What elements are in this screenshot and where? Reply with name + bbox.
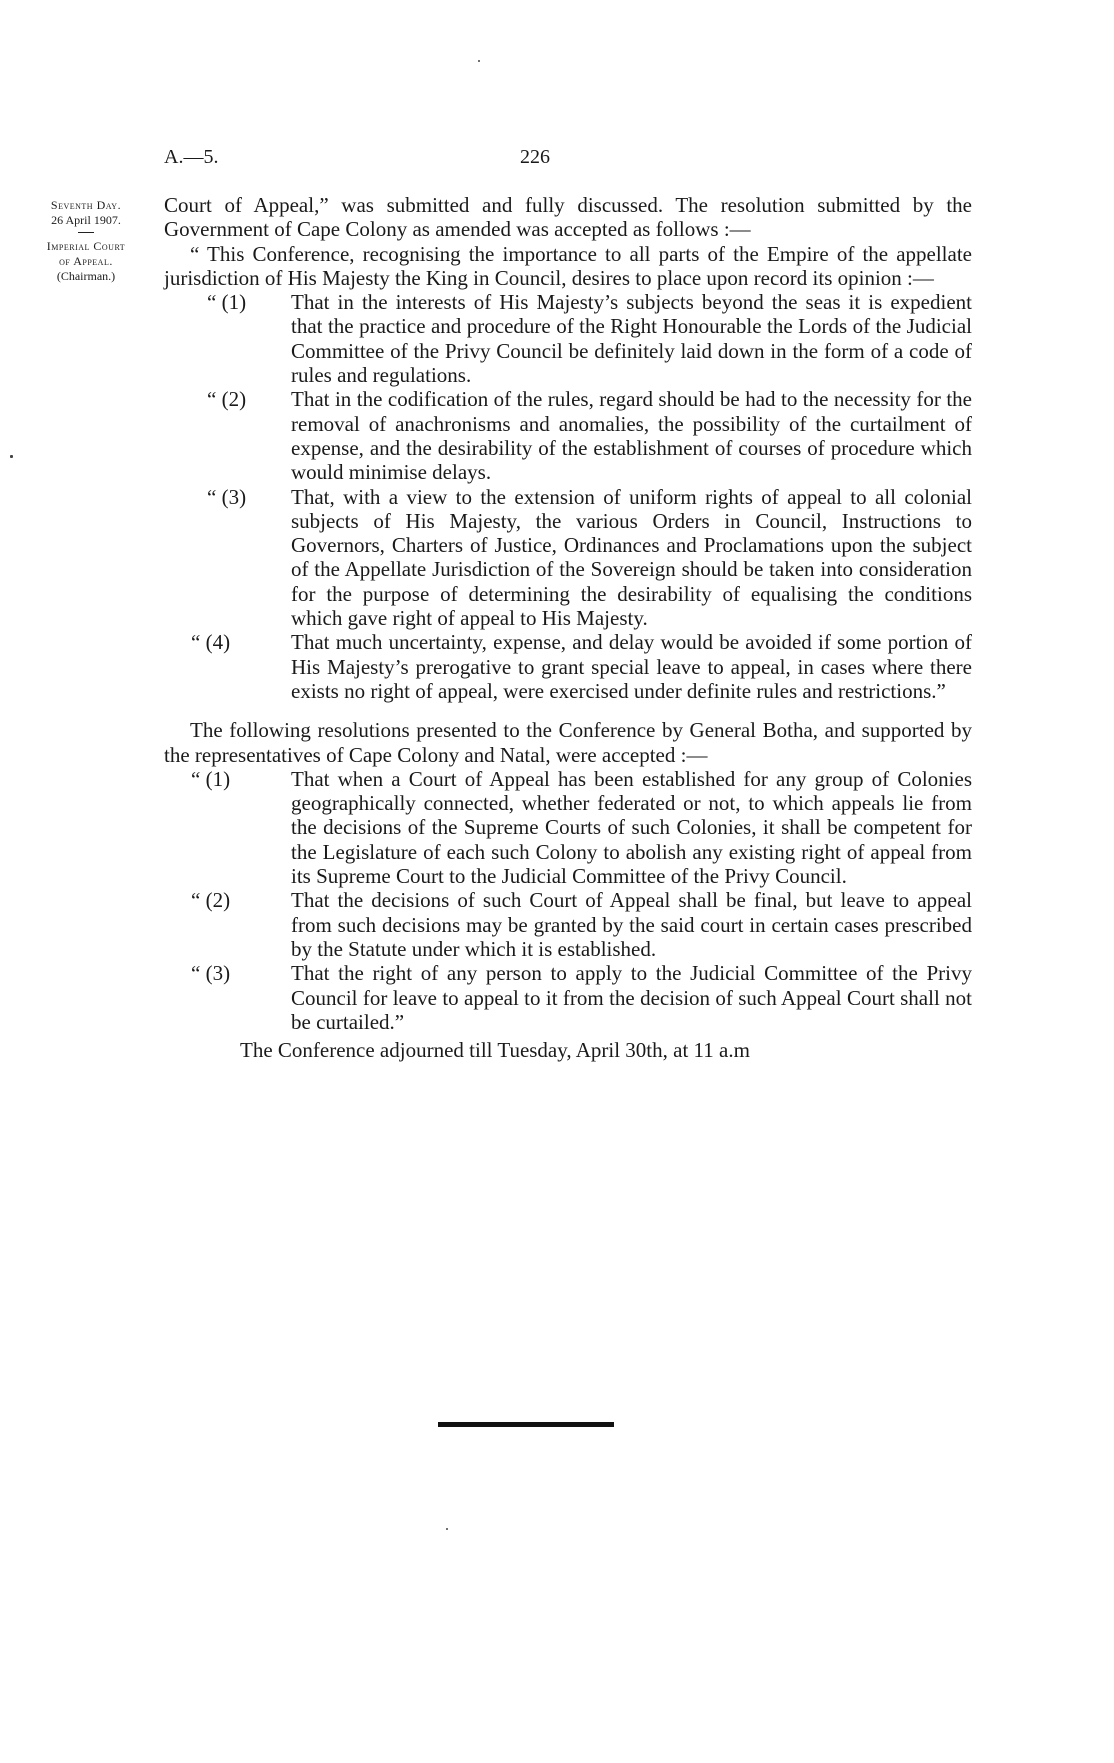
resolution-text: That the decisions of such Court of Appeal shall be final, but leave to appeal from such decisions may be granted by the said court in certain cases prescribed by the Statute under which it is established.: [291, 888, 972, 961]
resolution-text: That in the interests of His Majesty’s subjects beyond the seas it is expedient that the practice and procedure of the Right Honourable the Lords of the Judicial Committee of the Privy Council be definitely laid down in the form of a code of rules and regulations.: [291, 290, 972, 388]
margin-note: [22, 198, 150, 284]
margin-subject-line-1: Imperial Court: [46, 239, 126, 253]
resolution-text: That when a Court of Appeal has been established for any group of Colonies geographically connected, whether federated or not, to which appeals lie from the decisions of the Supreme Courts of such Colonies, it shall be competent for the Legislature of each such Colony to abolish any existing right of appeal from its Supreme Court to the Judicial Committee of the Privy Council.: [291, 766, 972, 889]
resolution-number: “ (2): [207, 387, 247, 412]
resolution-number: “ (1): [207, 290, 247, 315]
margin-day: Seventh Day.: [50, 198, 122, 212]
resolution-b-1: [164, 767, 972, 888]
resolution-number: “ (4): [191, 630, 231, 655]
resolution-b-3: [164, 961, 972, 1034]
resolution-a-4: [164, 630, 972, 703]
resolution-number: “ (3): [207, 484, 247, 509]
resolution-number: “ (2): [191, 888, 231, 913]
margin-date: 26 April 1907.: [51, 213, 121, 227]
margin-subject-line-2: of Appeal.: [59, 254, 113, 268]
intro-paragraph: Court of Appeal,” was submitted and fully discussed. The resolution submitted by the Government of Cape Colony as amended was accepted as follows :—: [164, 193, 972, 242]
body-text: [164, 193, 972, 1062]
margin-rule: [78, 232, 94, 233]
resolution-text: That, with a view to the extension of uniform rights of appeal to all colonial subjects of His Majesty, the various Orders in Council, Instructions to Governors, Charters of Justice, Ordinances and Proclamations upon the subject of the Appellate Jurisdiction of the Sovereign should be taken into consideration for the purpose of determining the desirability of equalising the conditions which gave right of appeal to His Majesty.: [291, 484, 972, 631]
resolution-a-2: [164, 387, 972, 484]
resolution-text: That much uncertainty, expense, and delay would be avoided if some portion of His Majesty’s prerogative to grant special leave to appeal, in cases where there exists no right of appeal, were exercised under definite rules and restrictions.”: [291, 630, 972, 703]
closing-line: The Conference adjourned till Tuesday, April 30th, at 11 a.m: [240, 1038, 750, 1063]
resolution-text: That the right of any person to apply to the Judicial Committee of the Privy Council for leave to appeal to it from the decision of such Appeal Court shall not be curtailed.”: [291, 961, 972, 1034]
scan-speck: [446, 1528, 448, 1530]
resolution-number: “ (1): [191, 766, 231, 791]
botha-intro: The following resolutions presented to the Conference by General Botha, and supported by the representatives of Cape Colony and Natal, were accepted :—: [164, 718, 972, 767]
resolution-a-3: [164, 485, 972, 631]
resolution-number: “ (3): [191, 961, 231, 986]
end-rule: [438, 1422, 614, 1427]
resolution-text: That in the codification of the rules, regard should be had to the necessity for the removal of anachronisms and anomalies, the possibility of the curtailment of expense, and the desirability of the establishment of courses of procedure which would minimise delays.: [291, 387, 972, 485]
margin-chair: (Chairman.): [56, 269, 116, 283]
paper-reference: A.—5.: [164, 146, 219, 168]
resolution-a-1: [164, 290, 972, 387]
page-number: 226: [520, 146, 550, 168]
resolution-b-2: [164, 888, 972, 961]
section-gap: [164, 703, 972, 718]
scan-speck: [10, 455, 13, 458]
scan-speck: [478, 60, 480, 62]
conference-opening: “ This Conference, recognising the importance to all parts of the Empire of the appellate jurisdiction of His Majesty the King in Council, desires to place upon record its opinion :—: [164, 241, 972, 290]
